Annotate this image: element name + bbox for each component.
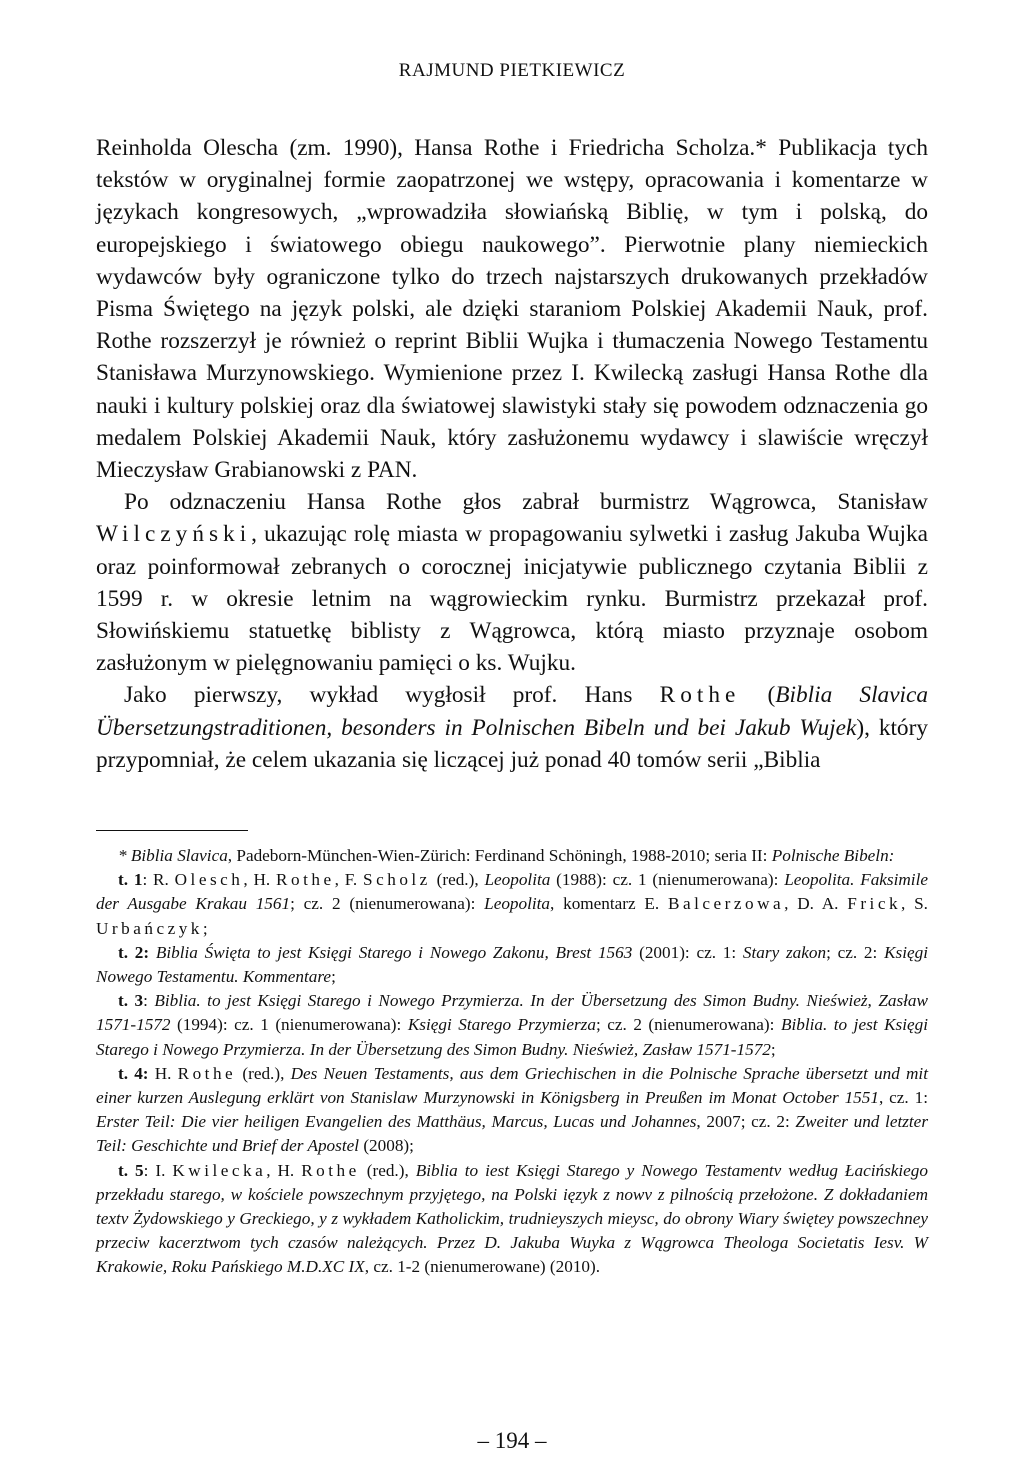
footnote-title: Leopolita. Faksimile der Ausgabe Krakau 1561	[96, 870, 928, 914]
footnote-volume-4	[96, 1062, 928, 1159]
paragraph-1-text: Reinholda Olescha (zm. 1990), Hansa Rothe i Friedricha Scholza.* Publikacja tych tekstów w oryginalnej formie zaopatrzonej we wstępy, opracowania i komentarze w językach kongresowych, „wprowadziła słowiańską Biblię, w tym i polską, do europejskiego i światowego obiegu naukowego”. Pierwotnie plany niemieckich wydawców były ograniczone tylko do trzech najstarszych drukowanych przekładów Pisma Świętego na język polski, ale dzięki staraniom Polskiej Akademii Nauk, prof. Rothe rozszerzył je również o reprint Biblii Wujka i tłumaczenia Nowego Testamentu Stanisława Murzynowskiego. Wymienione przez I. Kwilecką zasługi Hansa Rothe dla nauki i kultury polskiej oraz dla światowej slawistyki stały się powodem odznaczenia go medalem Polskiej Akademii Nauk, który zasłużonemu wydawcy i slawiście wręczył Mieczysław Grabianowski z PAN.	[96, 135, 928, 484]
footnote-series-name: Polnische Bibeln:	[771, 846, 895, 865]
spaced-name: Balcerzowa	[668, 894, 785, 914]
footnote-text: (2001): cz. 1:	[632, 942, 743, 962]
footnote-text: : R.	[142, 870, 175, 890]
footnote-title: Leopolita	[484, 870, 551, 890]
footnote-text: , S.	[901, 894, 928, 914]
footnote-title: Biblia to iest Księgi Starego y Nowego Testamentv według Łacińskiego przekładu starego, w kościele powszechnym przyjętego, na Polski ięzyk z nowv z pilnością przełożone. Z dokładaniem textv Żydowskiego y Greckiego, y z wykładem Katholickim, trudnieyszych mieysc, do obrony Wiary świętey powszechney przeciw kacerztwom tych czasów należących. Przez D. Jakuba Wuyka z Wągrowca Theologa Societatis Iesv. W Krakowie, Roku Pańskiego M.D.XC IX	[96, 1160, 928, 1277]
page-number: – 194 –	[477, 1428, 547, 1453]
spaced-name: Rothe	[301, 1160, 360, 1180]
footnote-text: (1994): cz. 1 (nienumerowana):	[170, 1015, 408, 1035]
footnote-text: , cz. 1:	[878, 1088, 928, 1108]
footnote-text: , H.	[266, 1160, 302, 1180]
footnote-series	[96, 844, 928, 868]
footnote-title: Biblia. to jest Księgi Starego i Nowego Przymierza. In der Übersetzung des Simon Budny. Nieśwież, Zasław 1571-1572	[96, 991, 928, 1035]
footnote-text: , 2007; cz. 2:	[696, 1112, 796, 1132]
footnotes	[96, 844, 928, 1280]
footnote-text: : I.	[143, 1160, 173, 1180]
footnote-title: Zweiter und letzter Teil: Geschichte und Brief der Apostel	[96, 1112, 929, 1156]
paragraph-3-text-c: ), który przypomniał, że celem ukazania się liczącej już ponad 40 tomów serii „Biblia	[96, 714, 928, 773]
volume-label: t. 3	[118, 991, 144, 1011]
footnote-title: Biblia Święta to jest Księgi Starego i Nowego Zakonu, Brest 1563	[155, 942, 633, 962]
spaced-name: Rothe	[276, 870, 335, 890]
lecture-title: Biblia Slavica Übersetzungstraditionen, besonders in Polnischen Bibeln und bei Jakub Wujek	[96, 682, 928, 741]
spaced-name: Scholz	[363, 870, 431, 890]
paragraph-3-text-a: Jako pierwszy, wykład wygłosił prof. Hans	[124, 682, 660, 709]
footnote-text: ;	[331, 967, 336, 987]
main-text	[96, 132, 928, 776]
volume-label: t. 4:	[118, 1063, 149, 1083]
running-header: RAJMUND PIETKIEWICZ	[398, 60, 626, 81]
footnote-text: , F.	[334, 870, 364, 890]
footnote-text: , D. A.	[784, 894, 848, 914]
footnote-volume-1	[96, 868, 928, 941]
footnote-text: , H.	[243, 870, 277, 890]
spaced-name: Rothe	[659, 682, 741, 709]
footnote-text: (red.),	[236, 1063, 291, 1083]
footnote-rule	[96, 830, 248, 831]
spaced-name: Frick	[847, 894, 902, 914]
footnote-text: (2008);	[359, 1136, 414, 1156]
footnote-title: Leopolita	[484, 894, 551, 914]
footnote-text: , cz. 1-2 (nienumerowane) (2010).	[364, 1257, 601, 1277]
footnote-title: Des Neuen Testaments, aus dem Griechischen in die Polnische Sprache übersetzt und mit einer kurzen Auslegung erklärt von Stanislaw Murzynowski in Königsberg in Preußen im Monat October 1551	[96, 1063, 928, 1108]
footnote-text: :	[143, 991, 155, 1011]
footnote-volume-2	[96, 941, 928, 989]
spaced-name: Rothe	[177, 1063, 237, 1083]
footnote-title: Erster Teil: Die vier heiligen Evangelien des Matthäus, Marcus, Lucas und Johannes	[96, 1112, 697, 1132]
footnote-title: Stary zakon	[742, 942, 827, 962]
spaced-name: Urbańczyk	[96, 918, 203, 938]
footnote-text: ;	[770, 1039, 776, 1059]
volume-label: t. 1	[118, 870, 143, 890]
footnote-text: (1988): cz. 1 (nienumerowana):	[550, 870, 785, 890]
footnote-volume-5	[96, 1159, 928, 1280]
paragraph-3	[96, 679, 928, 776]
footnote-text: ;	[202, 918, 208, 938]
volume-label: t. 2:	[118, 942, 150, 962]
paragraph-3-text-b: (	[740, 682, 776, 709]
footnote-marker: *	[118, 846, 131, 865]
footnote-text: H.	[148, 1063, 178, 1083]
footnote-volume-3	[96, 989, 928, 1062]
paragraph-2-text-a: Po odznaczeniu Hansa Rothe głos zabrał burmistrz Wągrowca, Stanisław	[124, 489, 928, 516]
footnote-text: ; cz. 2 (nienumerowana):	[290, 894, 485, 914]
footnote-title: Księgi Nowego Testamentu. Kommentare	[96, 942, 929, 987]
footnote-text: ; cz. 2 (nienumerowana):	[595, 1015, 781, 1035]
footnote-series-title: Biblia Slavica	[130, 846, 228, 865]
volume-label: t. 5	[118, 1160, 144, 1180]
footnote-title: Księgi Starego Przymierza	[407, 1015, 596, 1035]
spaced-name: Wilczyński	[96, 521, 252, 548]
footnote-text: (red.),	[430, 870, 485, 890]
paragraph-2	[96, 486, 928, 679]
footnote-text: (red.),	[359, 1160, 416, 1180]
footnote-title: Biblia. to jest Księgi Starego i Nowego Przymierza. In der Übersetzung des Simon Budny. Nieśwież, Zasław 1571-1572	[96, 1015, 928, 1059]
footnote-text: , Padeborn-München-Wien-Zürich: Ferdinand Schöningh, 1988-2010; seria II:	[227, 846, 772, 865]
paragraph-2-text-b: , ukazując rolę miasta w propagowaniu sylwetki i zasług Jakuba Wujka oraz poinformował zebranych o corocznej inicjatywie publicznego czytania Biblii z 1599 r. w okresie letnim na wągrowieckim rynku. Burmistrz przekazał prof. Słowińskiemu statuetkę biblisty z Wągrowca, którą miasto przyznaje osobom zasłużonym w pielęgnowaniu pamięci o ks. Wujku.	[96, 521, 928, 677]
spaced-name: Olesch	[174, 870, 244, 890]
footnote-text: ; cz. 2:	[826, 942, 885, 962]
footnote-text	[149, 943, 156, 962]
paragraph-1	[96, 132, 928, 486]
footnote-text: , komentarz E.	[550, 894, 669, 914]
spaced-name: Kwilecka	[172, 1160, 267, 1180]
